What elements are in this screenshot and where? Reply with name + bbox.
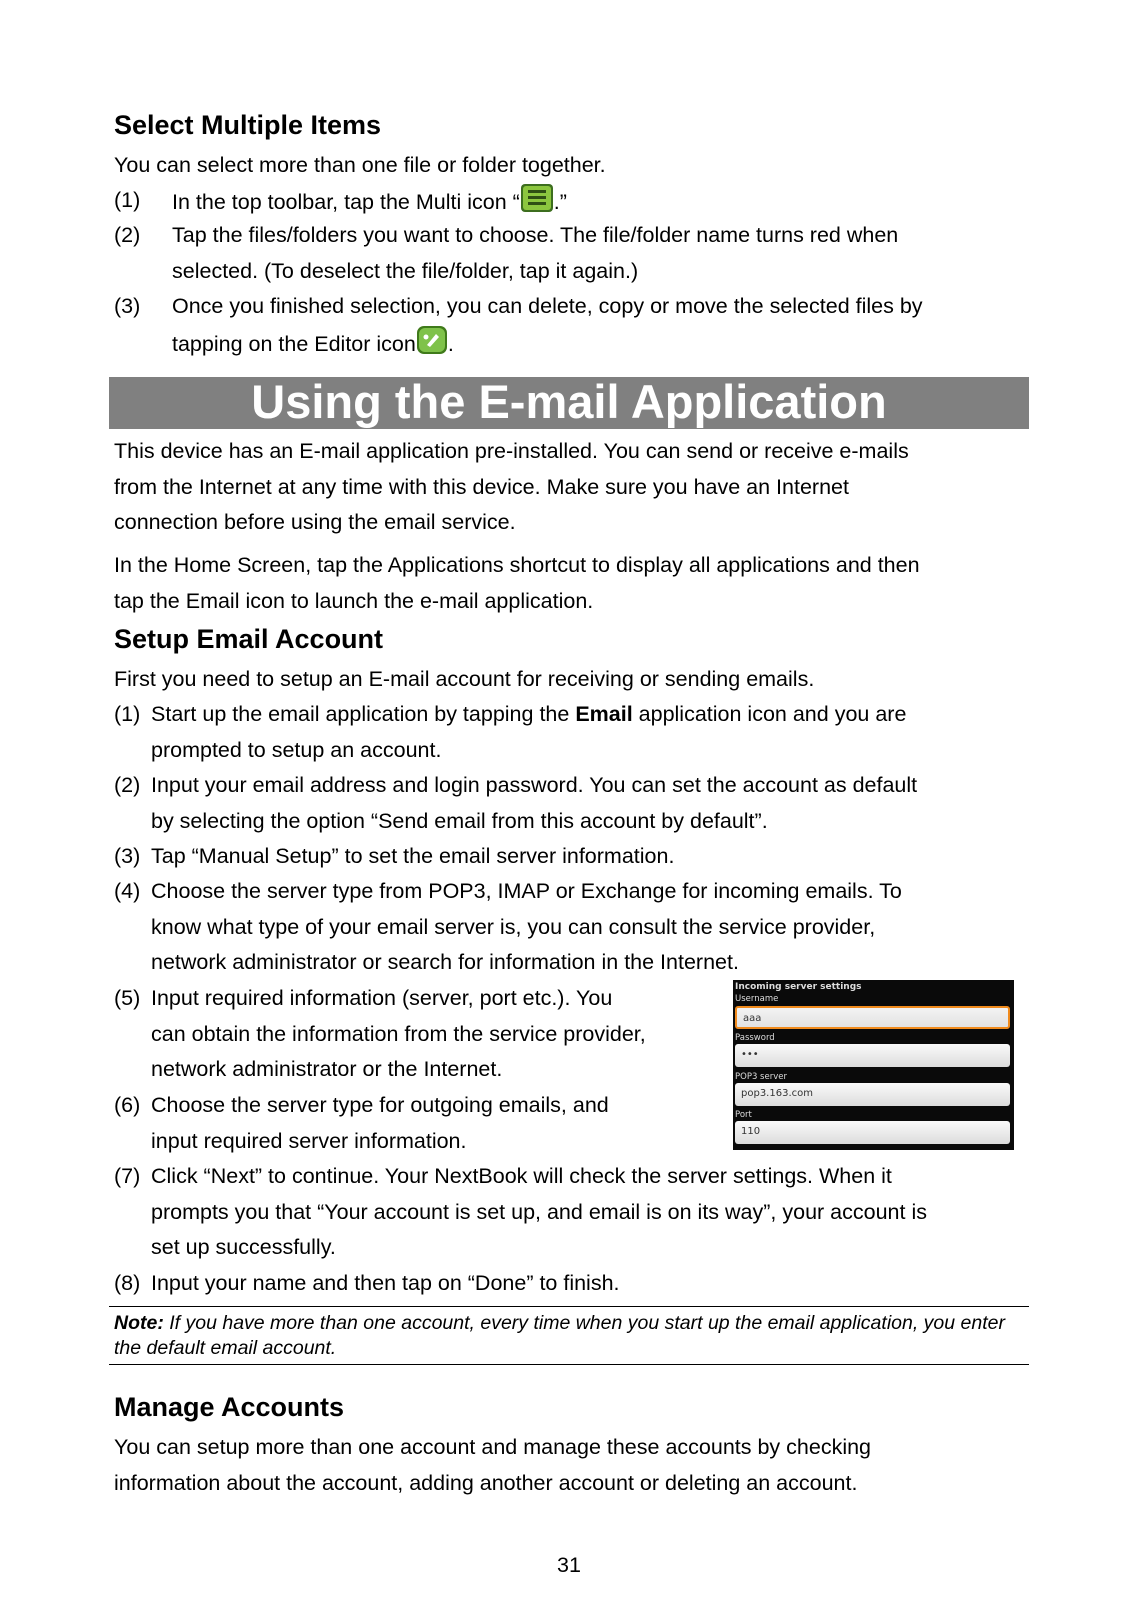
- username-label: Username: [735, 994, 779, 1004]
- step-text-line-1: Tap “Manual Setup” to set the email server information.: [151, 844, 675, 868]
- step-number: (7): [114, 1164, 141, 1188]
- email-intro-line-2: from the Internet at any time with this device. Make sure you have an Internet: [114, 474, 849, 499]
- setup-step-6: [114, 1088, 714, 1160]
- step-number: (2): [114, 773, 141, 797]
- port-field: 110: [735, 1121, 1010, 1144]
- step-number: (3): [114, 294, 141, 318]
- setup-step-4: [114, 874, 1034, 982]
- step-text: In the top toolbar, tap the Multi icon “ .”: [172, 183, 567, 225]
- step-text-line-2: know what type of your email server is, you can consult the service provider,: [151, 914, 876, 939]
- manage-line-1: You can setup more than one account and manage these accounts by checking: [114, 1435, 872, 1459]
- select-step-1: [114, 183, 1014, 219]
- select-multiple-heading: Select Multiple Items: [114, 110, 382, 140]
- step-text-line-2: prompted to setup an account.: [151, 737, 442, 762]
- select-step-2: [114, 218, 1014, 290]
- step-text-line-2: by selecting the option “Send email from this account by default”.: [151, 808, 768, 833]
- step-number: (3): [114, 844, 141, 868]
- manage-line-2: information about the account, adding another account or deleting an account.: [114, 1470, 858, 1495]
- step-text-line-3: network administrator or the Internet.: [151, 1057, 503, 1081]
- setup-step-8: [114, 1266, 1034, 1302]
- step-number: (8): [114, 1271, 141, 1295]
- step-text-line-1: Input your name and then tap on “Done” to finish.: [151, 1271, 620, 1295]
- step-number: (5): [114, 986, 141, 1010]
- note-label: Note:: [114, 1312, 164, 1334]
- setup-step-7: [114, 1159, 1034, 1267]
- email-intro-line-1: This device has an E-mail application pre-installed. You can send or receive e-mails: [114, 439, 909, 463]
- manage-accounts-heading: Manage Accounts: [114, 1392, 345, 1422]
- setup-intro: First you need to setup an E-mail account for receiving or sending emails.: [114, 667, 815, 691]
- step-text-line-2: prompts you that “Your account is set up, and email is on its way”, your account is: [151, 1199, 927, 1224]
- pop3-server-field: pop3.163.com: [735, 1083, 1010, 1106]
- username-field: aaa: [735, 1006, 1010, 1029]
- step-text-line-1: Start up the email application by tapping the Email application icon and you are: [151, 702, 907, 726]
- setup-step-5: [114, 981, 714, 1089]
- setup-step-3: [114, 839, 1034, 875]
- step-text-line-1: Input your email address and login password. You can set the account as default: [151, 773, 918, 797]
- pop3-server-label: POP3 server: [735, 1072, 787, 1082]
- step-text-line-2: can obtain the information from the service provider,: [151, 1021, 646, 1046]
- incoming-server-settings-screenshot: [733, 980, 1014, 1150]
- email-intro-line-3: connection before using the email service.: [114, 510, 516, 534]
- email-launch-line-2: tap the Email icon to launch the e-mail application.: [114, 588, 594, 613]
- banner-title: Using the E-mail Application: [251, 375, 887, 428]
- note-box: [109, 1306, 1029, 1365]
- step-text-line-2: input required server information.: [151, 1128, 467, 1153]
- setup-step-1: [114, 697, 1034, 769]
- section-banner: [109, 377, 1029, 429]
- step-text-line-1: Input required information (server, port etc.). You: [151, 986, 613, 1010]
- step-text-line-1: Choose the server type from POP3, IMAP or Exchange for incoming emails. To: [151, 879, 902, 903]
- email-app-name: Email: [575, 702, 633, 726]
- password-field: •••: [735, 1044, 1010, 1067]
- note-text: Note: If you have more than one account, every time when you start up the email application, you enter the default email account.: [114, 1312, 1005, 1359]
- email-launch-line-1: In the Home Screen, tap the Applications shortcut to display all applications and then: [114, 553, 920, 577]
- step-text-line-1: Choose the server type for outgoing emails, and: [151, 1093, 609, 1117]
- step-text-line-3: set up successfully.: [151, 1235, 336, 1259]
- page-number: 31: [557, 1553, 581, 1577]
- step-text-line-2: tapping on the Editor icon .: [172, 325, 454, 367]
- step-number: (6): [114, 1093, 141, 1117]
- screenshot-header: Incoming server settings: [735, 982, 862, 992]
- password-label: Password: [735, 1033, 775, 1043]
- step-text-line-1: Click “Next” to continue. Your NextBook will check the server settings. When it: [151, 1164, 892, 1188]
- select-intro: You can select more than one file or folder together.: [114, 153, 606, 177]
- port-label: Port: [735, 1110, 752, 1120]
- step-number: (4): [114, 879, 141, 903]
- editor-icon: [416, 325, 448, 367]
- setup-step-2: [114, 768, 1034, 840]
- step-text-line-3: network administrator or search for information in the Internet.: [151, 950, 739, 974]
- step-number: (2): [114, 223, 141, 247]
- step-number: (1): [114, 188, 141, 212]
- step-number: (1): [114, 702, 141, 726]
- setup-email-heading: Setup Email Account: [114, 624, 384, 654]
- step-text-line-2: selected. (To deselect the file/folder, tap it again.): [172, 258, 639, 283]
- step-text-line-1: Once you finished selection, you can delete, copy or move the selected files by: [172, 294, 923, 318]
- step-text-line-1: Tap the files/folders you want to choose. The file/folder name turns red when: [172, 223, 899, 247]
- select-step-3: [114, 289, 1034, 361]
